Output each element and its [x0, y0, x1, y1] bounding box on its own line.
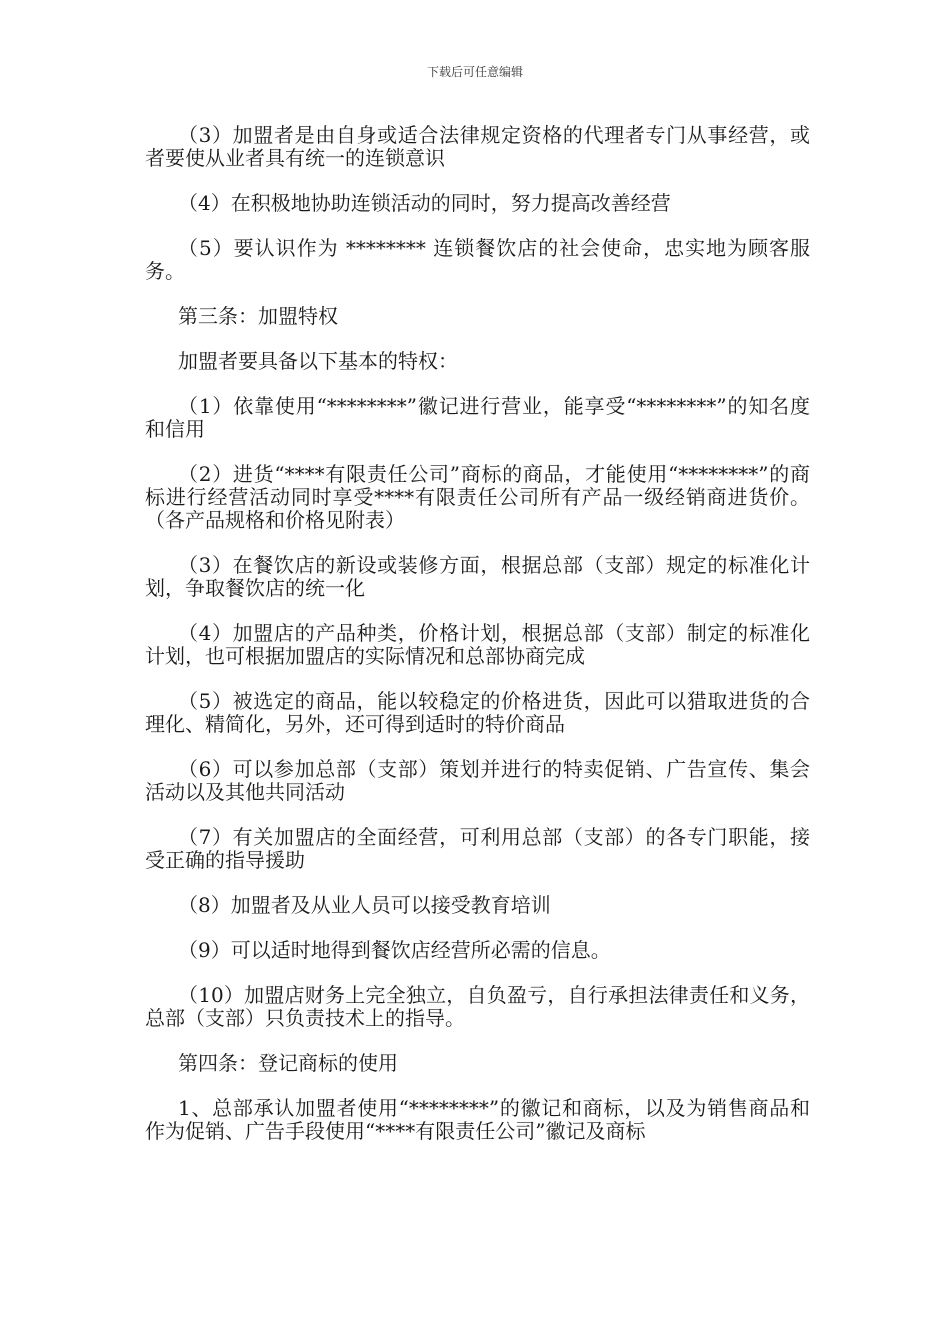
privilege-item-7: （7）有关加盟店的全面经营，可利用总部（支部）的各专门职能，接受正确的指导援助: [145, 825, 810, 872]
paragraph-item-5: （5）要认识作为 ******** 连锁餐饮店的社会使命，忠实地为顾客服务。: [145, 236, 810, 283]
paragraph-item-4: （4）在积极地协助连锁活动的同时，努力提高改善经营: [178, 191, 671, 215]
privilege-item-8: （8）加盟者及从业人员可以接受教育培训: [178, 893, 551, 917]
privilege-item-4: （4）加盟店的产品种类，价格计划，根据总部（支部）制定的标准化计划，也可根据加盟店的实际情况和总部协商完成: [145, 621, 810, 668]
section-intro: 加盟者要具备以下基本的特权：: [178, 349, 458, 373]
privilege-item-3: （3）在餐饮店的新设或装修方面，根据总部（支部）规定的标准化计划，争取餐饮店的统一化: [145, 553, 810, 600]
document-body: [145, 124, 810, 1165]
trademark-item-1: 1、总部承认加盟者使用“********”的徽记和商标，以及为销售商品和作为促销、广告手段使用“****有限责任公司”徽记及商标: [145, 1096, 810, 1143]
section-heading-article-4: 第四条：登记商标的使用: [178, 1051, 398, 1075]
privilege-item-2: （2）进货“****有限责任公司”商标的商品，才能使用“********”的商标进行经营活动同时享受****有限责任公司所有产品一级经销商进货价。（各产品规格和价格见附表）: [145, 462, 810, 532]
section-heading-article-3: 第三条：加盟特权: [178, 304, 338, 328]
privilege-item-9: （9）可以适时地得到餐饮店经营所必需的信息。: [178, 938, 611, 962]
privilege-item-10: （10）加盟店财务上完全独立，自负盈亏，自行承担法律责任和义务，总部（支部）只负责技术上的指导。: [145, 983, 810, 1030]
privilege-item-5: （5）被选定的商品，能以较稳定的价格进货，因此可以猎取进货的合理化、精简化，另外，还可得到适时的特价商品: [145, 689, 810, 736]
page-header: 下载后可任意编辑: [426, 65, 523, 79]
privilege-item-1: （1）依靠使用“********”徽记进行营业，能享受“********”的知名度和信用: [145, 394, 810, 441]
paragraph-item-3: （3）加盟者是由自身或适合法律规定资格的代理者专门从事经营，或者要使从业者具有统一的连锁意识: [145, 123, 810, 170]
privilege-item-6: （6）可以参加总部（支部）策划并进行的特卖促销、广告宣传、集会活动以及其他共同活动: [145, 757, 810, 804]
